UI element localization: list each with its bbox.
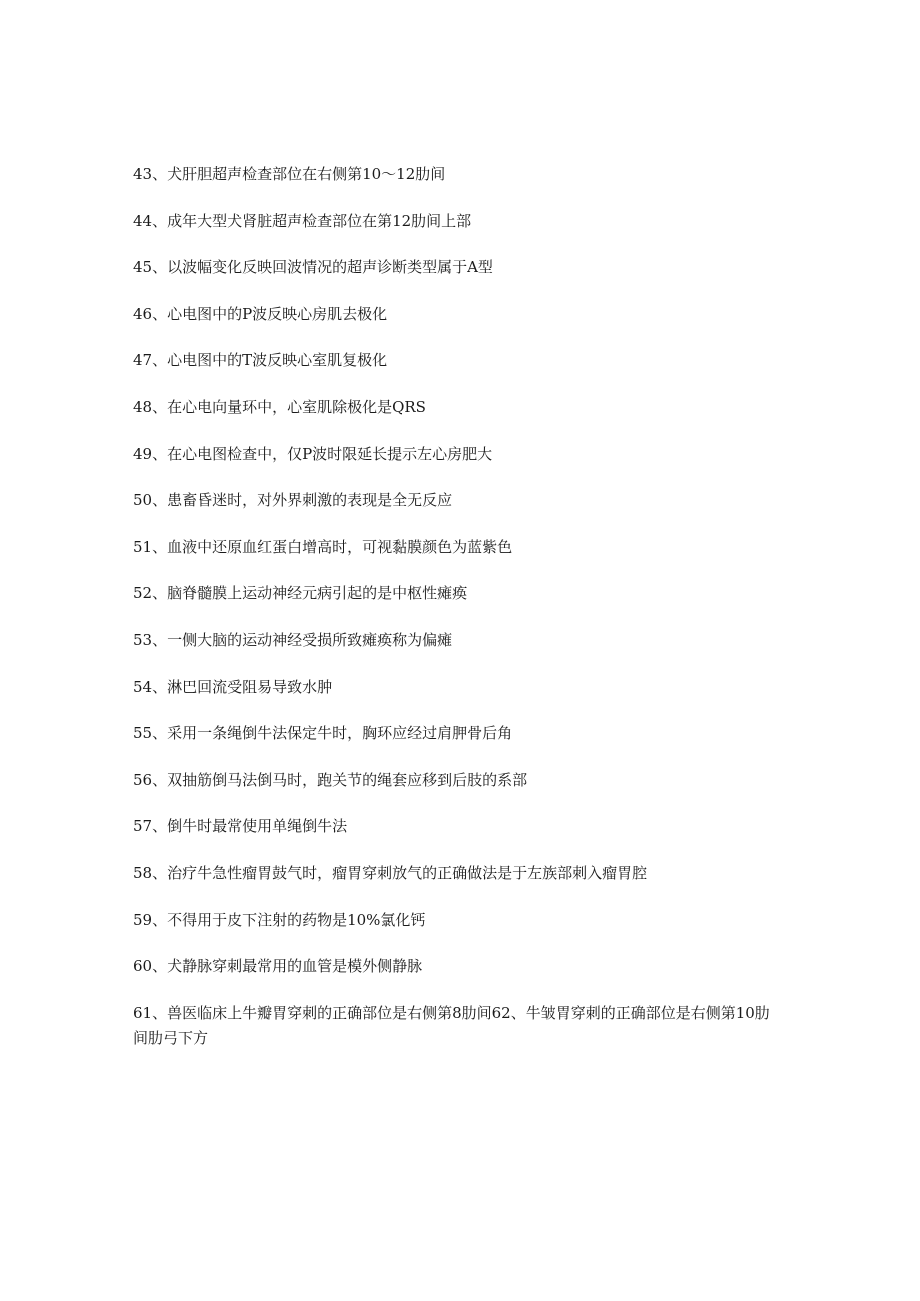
list-item: 49、在心电图检查中，仅P波时限延长提示左心房肥大	[133, 444, 493, 463]
list-item: 56、双抽筋倒马法倒马时，跑关节的绳套应移到后肢的系部	[133, 770, 528, 789]
list-item: 57、倒牛时最常使用单绳倒牛法	[133, 817, 348, 836]
list-item: 52、脑脊髓膜上运动神经元病引起的是中枢性瘫痪	[133, 584, 468, 603]
list-item: 48、在心电向量环中，心室肌除极化是QRS	[133, 397, 426, 416]
list-item: 43、犬肝胆超声检查部位在右侧第10～12肋间	[133, 165, 446, 183]
list-item: 54、淋巴回流受阻易导致水肿	[133, 677, 333, 696]
list-item: 44、成年大型犬肾脏超声检查部位在第12肋间上部	[133, 211, 472, 230]
list-item: 55、采用一条绳倒牛法保定牛时，胸环应经过肩胛骨后角	[133, 724, 513, 743]
list-item: 59、不得用于皮下注射的药物是10%氯化钙	[133, 910, 426, 929]
list-item: 45、以波幅变化反映回波情况的超声诊断类型属于A型	[133, 258, 493, 277]
list-item: 58、治疗牛急性瘤胃鼓气时，瘤胃穿刺放气的正确做法是于左族部刺入瘤胃腔	[133, 863, 648, 882]
list-item: 46、心电图中的P波反映心房肌去极化	[133, 304, 388, 323]
question-list	[133, 162, 783, 1072]
list-item: 51、血液中还原血红蛋白增高时，可视黏膜颜色为蓝紫色	[133, 537, 513, 556]
list-item: 60、犬静脉穿刺最常用的血管是模外侧静脉	[133, 957, 423, 976]
list-item: 47、心电图中的T波反映心室肌复极化	[133, 351, 388, 370]
list-item: 53、一侧大脑的运动神经受损所致瘫痪称为偏瘫	[133, 630, 453, 649]
list-item: 61、兽医临床上牛瓣胃穿刺的正确部位是右侧第8肋间62、牛皱胃穿刺的正确部位是右侧第10肋间肋弓下方	[133, 1003, 770, 1047]
list-item: 50、患畜昏迷时，对外界刺激的表现是全无反应	[133, 491, 453, 510]
